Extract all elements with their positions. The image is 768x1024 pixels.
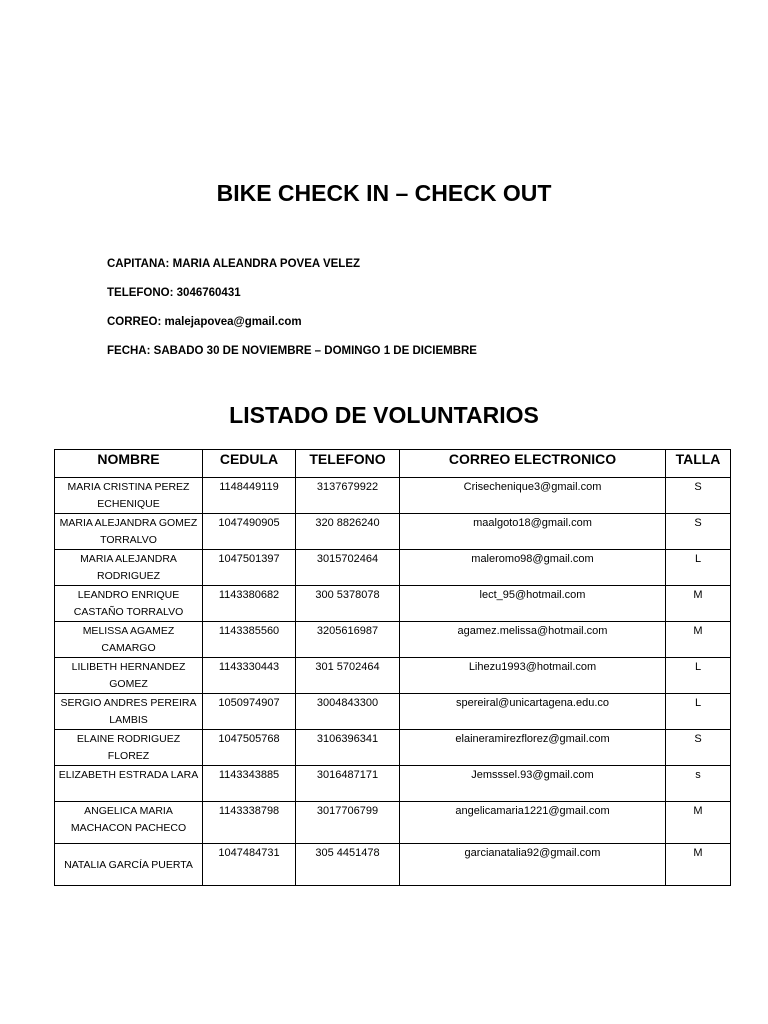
- cell-name: NATALIA GARCÍA PUERTA: [55, 844, 203, 886]
- cell-telefono: 320 8826240: [296, 514, 400, 550]
- header-cedula: CEDULA: [203, 450, 296, 478]
- cell-correo: lect_95@hotmail.com: [400, 586, 666, 622]
- cell-name: LILIBETH HERNANDEZ GOMEZ: [55, 658, 203, 694]
- cell-cedula: 1047505768: [203, 730, 296, 766]
- cell-name: MARIA CRISTINA PEREZ ECHENIQUE: [55, 478, 203, 514]
- cell-talla: M: [666, 622, 731, 658]
- cell-name: SERGIO ANDRES PEREIRA LAMBIS: [55, 694, 203, 730]
- date-label: FECHA:: [107, 345, 151, 357]
- table-row: [55, 694, 731, 730]
- cell-correo: Jemsssel.93@gmail.com: [400, 766, 666, 802]
- cell-telefono: 3205616987: [296, 622, 400, 658]
- cell-telefono: 3137679922: [296, 478, 400, 514]
- table-row: [55, 844, 731, 886]
- cell-name: MARIA ALEJANDRA GOMEZ TORRALVO: [55, 514, 203, 550]
- section-title: LISTADO DE VOLUNTARIOS: [229, 402, 539, 428]
- table-row: [55, 622, 731, 658]
- cell-correo: spereiral@unicartagena.edu.co: [400, 694, 666, 730]
- cell-cedula: 1148449119: [203, 478, 296, 514]
- email-value: malejapovea@gmail.com: [164, 316, 302, 328]
- cell-talla: S: [666, 514, 731, 550]
- date-value: SABADO 30 DE NOVIEMBRE – DOMINGO 1 DE DICIEMBRE: [153, 345, 477, 357]
- table-row: [55, 586, 731, 622]
- cell-cedula: 1143330443: [203, 658, 296, 694]
- cell-cedula: 1050974907: [203, 694, 296, 730]
- cell-correo: garcianatalia92@gmail.com: [400, 844, 666, 886]
- cell-name: MARIA ALEJANDRA RODRIGUEZ: [55, 550, 203, 586]
- phone-label: TELEFONO:: [107, 287, 174, 299]
- phone-value: 3046760431: [176, 287, 241, 299]
- cell-telefono: 3106396341: [296, 730, 400, 766]
- volunteer-table: [54, 449, 731, 886]
- cell-cedula: 1047490905: [203, 514, 296, 550]
- cell-telefono: 3017706799: [296, 802, 400, 844]
- table-row: [55, 658, 731, 694]
- cell-talla: S: [666, 730, 731, 766]
- table-row: [55, 478, 731, 514]
- cell-correo: elaineramirezflorez@gmail.com: [400, 730, 666, 766]
- cell-telefono: 305 4451478: [296, 844, 400, 886]
- cell-talla: L: [666, 694, 731, 730]
- table-row: [55, 730, 731, 766]
- cell-talla: S: [666, 478, 731, 514]
- cell-name: ELIZABETH ESTRADA LARA: [55, 766, 203, 802]
- date-line: [107, 345, 477, 357]
- cell-talla: L: [666, 550, 731, 586]
- cell-correo: Lihezu1993@hotmail.com: [400, 658, 666, 694]
- cell-name: LEANDRO ENRIQUE CASTAÑO TORRALVO: [55, 586, 203, 622]
- cell-name: ANGELICA MARIA MACHACON PACHECO: [55, 802, 203, 844]
- cell-cedula: 1047501397: [203, 550, 296, 586]
- table-header-row: [55, 450, 731, 478]
- header-nombre: NOMBRE: [55, 450, 203, 478]
- cell-cedula: 1143338798: [203, 802, 296, 844]
- captain-line: [107, 258, 360, 270]
- cell-talla: M: [666, 586, 731, 622]
- cell-correo: maleromo98@gmail.com: [400, 550, 666, 586]
- cell-name: ELAINE RODRIGUEZ FLOREZ: [55, 730, 203, 766]
- cell-cedula: 1143343885: [203, 766, 296, 802]
- cell-talla: L: [666, 658, 731, 694]
- cell-cedula: 1143380682: [203, 586, 296, 622]
- cell-telefono: 300 5378078: [296, 586, 400, 622]
- table-row: [55, 514, 731, 550]
- cell-correo: Crisechenique3@gmail.com: [400, 478, 666, 514]
- email-line: [107, 316, 302, 328]
- email-label: CORREO:: [107, 316, 162, 328]
- header-telefono: TELEFONO: [296, 450, 400, 478]
- cell-talla: M: [666, 802, 731, 844]
- captain-value: MARIA ALEANDRA POVEA VELEZ: [172, 258, 361, 270]
- cell-talla: s: [666, 766, 731, 802]
- phone-line: [107, 287, 241, 299]
- captain-label: CAPITANA:: [107, 258, 170, 270]
- table-row: [55, 802, 731, 844]
- cell-telefono: 301 5702464: [296, 658, 400, 694]
- table-row: [55, 766, 731, 802]
- table-row: [55, 550, 731, 586]
- header-talla: TALLA: [666, 450, 731, 478]
- cell-correo: maalgoto18@gmail.com: [400, 514, 666, 550]
- header-correo: CORREO ELECTRONICO: [400, 450, 666, 478]
- cell-talla: M: [666, 844, 731, 886]
- cell-correo: angelicamaria1221@gmail.com: [400, 802, 666, 844]
- cell-cedula: 1047484731: [203, 844, 296, 886]
- cell-cedula: 1143385560: [203, 622, 296, 658]
- cell-telefono: 3004843300: [296, 694, 400, 730]
- cell-correo: agamez.melissa@hotmail.com: [400, 622, 666, 658]
- document-title: BIKE CHECK IN – CHECK OUT: [216, 180, 552, 206]
- cell-telefono: 3016487171: [296, 766, 400, 802]
- cell-telefono: 3015702464: [296, 550, 400, 586]
- cell-name: MELISSA AGAMEZ CAMARGO: [55, 622, 203, 658]
